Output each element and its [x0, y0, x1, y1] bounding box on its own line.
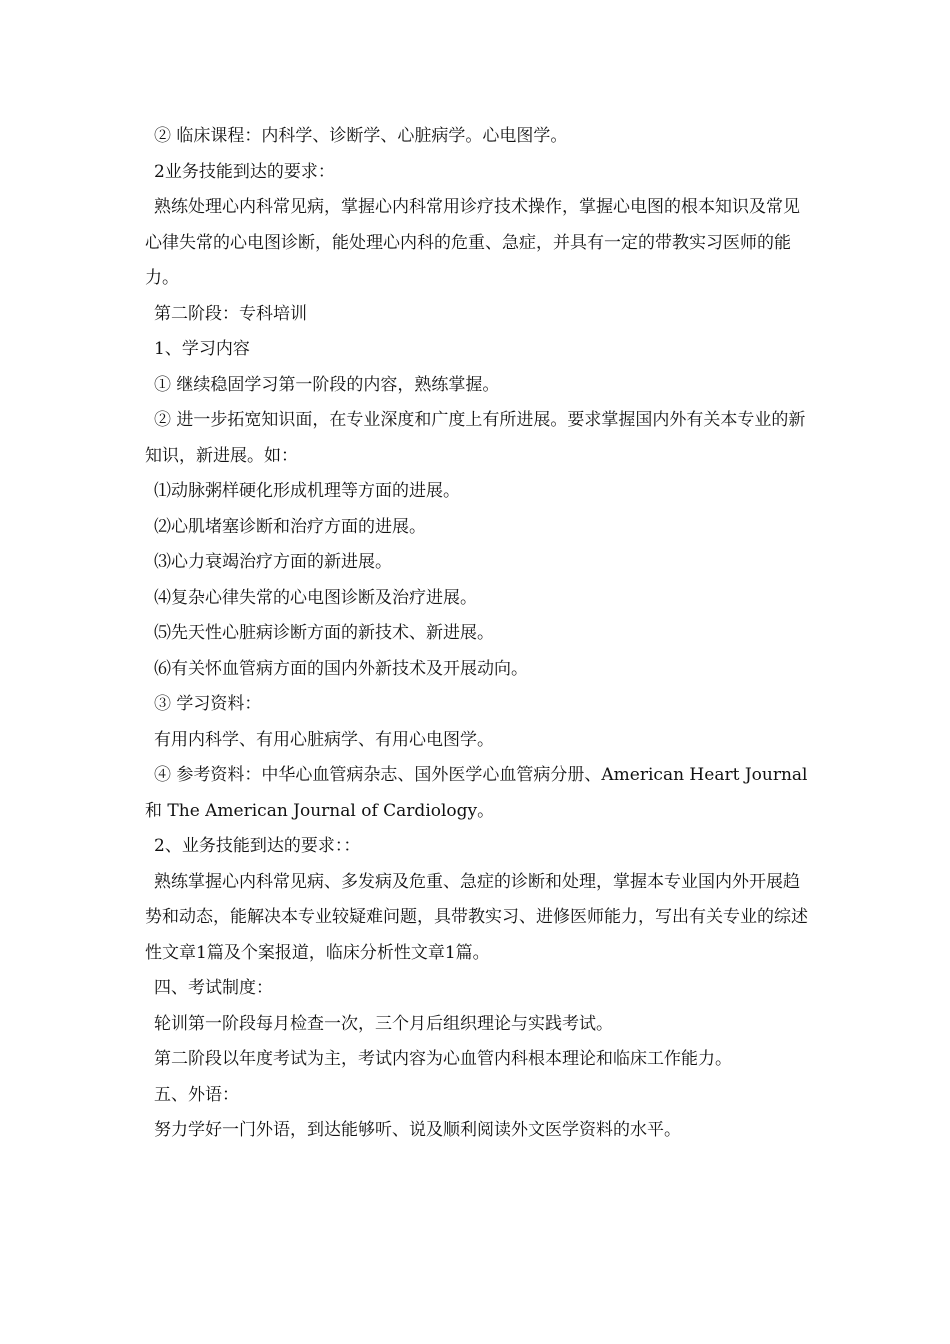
paragraph-skill-requirement-1: 2业务技能到达的要求：: [154, 161, 335, 182]
paragraph-skill-detail-1: 熟练处理心内科常见病，掌握心内科常用诊疗技术操作，掌握心电图的根本知识及常见心律失常的心电图诊断，能处理心内科的危重、急症，并具有一定的带教实习医师的能力。: [145, 197, 800, 288]
list-item-myocardial-infarction: ⑵心肌堵塞诊断和治疗方面的进展。: [154, 516, 426, 537]
paragraph-learning-materials: 有用内科学、有用心脏病学、有用心电图学。: [154, 729, 494, 750]
paragraph-exam-stage-one: 轮训第一阶段每月检查一次，三个月后组织理论与实践考试。: [154, 1013, 613, 1034]
paragraph-continue-stage-one: ① 继续稳固学习第一阶段的内容，熟练掌握。: [154, 374, 500, 395]
paragraph-exam-stage-two: 第二阶段以年度考试为主，考试内容为心血管内科根本理论和临床工作能力。: [154, 1049, 732, 1069]
heading-exam-system: 四、考试制度：: [154, 978, 273, 998]
paragraph-skill-requirement-2: 2、业务技能到达的要求：：: [154, 836, 361, 856]
list-item-arrhythmia: ⑷复杂心律失常的心电图诊断及治疗进展。: [154, 587, 477, 608]
document-page: [145, 119, 813, 1149]
list-item-heart-failure: ⑶心力衰竭治疗方面的新进展。: [154, 552, 392, 572]
heading-foreign-language: 五、外语：: [154, 1084, 239, 1105]
heading-stage-two: 第二阶段：专科培训: [154, 303, 307, 324]
paragraph-broaden-knowledge: ② 进一步拓宽知识面，在专业深度和广度上有所进展。要求掌握国内外有关本专业的新知识，新进展。如：: [145, 410, 806, 466]
paragraph-foreign-language: 努力学好一门外语，到达能够听、说及顺利阅读外文医学资料的水平。: [154, 1120, 681, 1140]
list-item-atherosclerosis: ⑴动脉粥样硬化形成机理等方面的进展。: [154, 481, 460, 501]
paragraph-reference-materials: ④ 参考资料：中华心血管病杂志、国外医学心血管病分册、American Heart Journal 和 The American Journal of Cardiology。: [145, 765, 808, 821]
paragraph-skill-detail-2: 熟练掌握心内科常见病、多发病及危重、急症的诊断和处理，掌握本专业国内外开展趋势和动态，能解决本专业较疑难问题，具带教实习、进修医师能力，写出有关专业的综述性文章1篇及个案报道，临床分析性文章1篇。: [145, 871, 808, 963]
heading-learning-materials: ③ 学习资料：: [154, 694, 262, 714]
list-item-congenital-heart: ⑸先天性心脏病诊断方面的新技术、新进展。: [154, 623, 494, 643]
paragraph-clinical-courses: ② 临床课程：内科学、诊断学、心脏病学。心电图学。: [154, 126, 568, 146]
heading-learning-content: 1、学习内容: [154, 339, 250, 359]
list-item-cardiovascular-trends: ⑹有关怀血管病方面的国内外新技术及开展动向。: [154, 658, 528, 679]
